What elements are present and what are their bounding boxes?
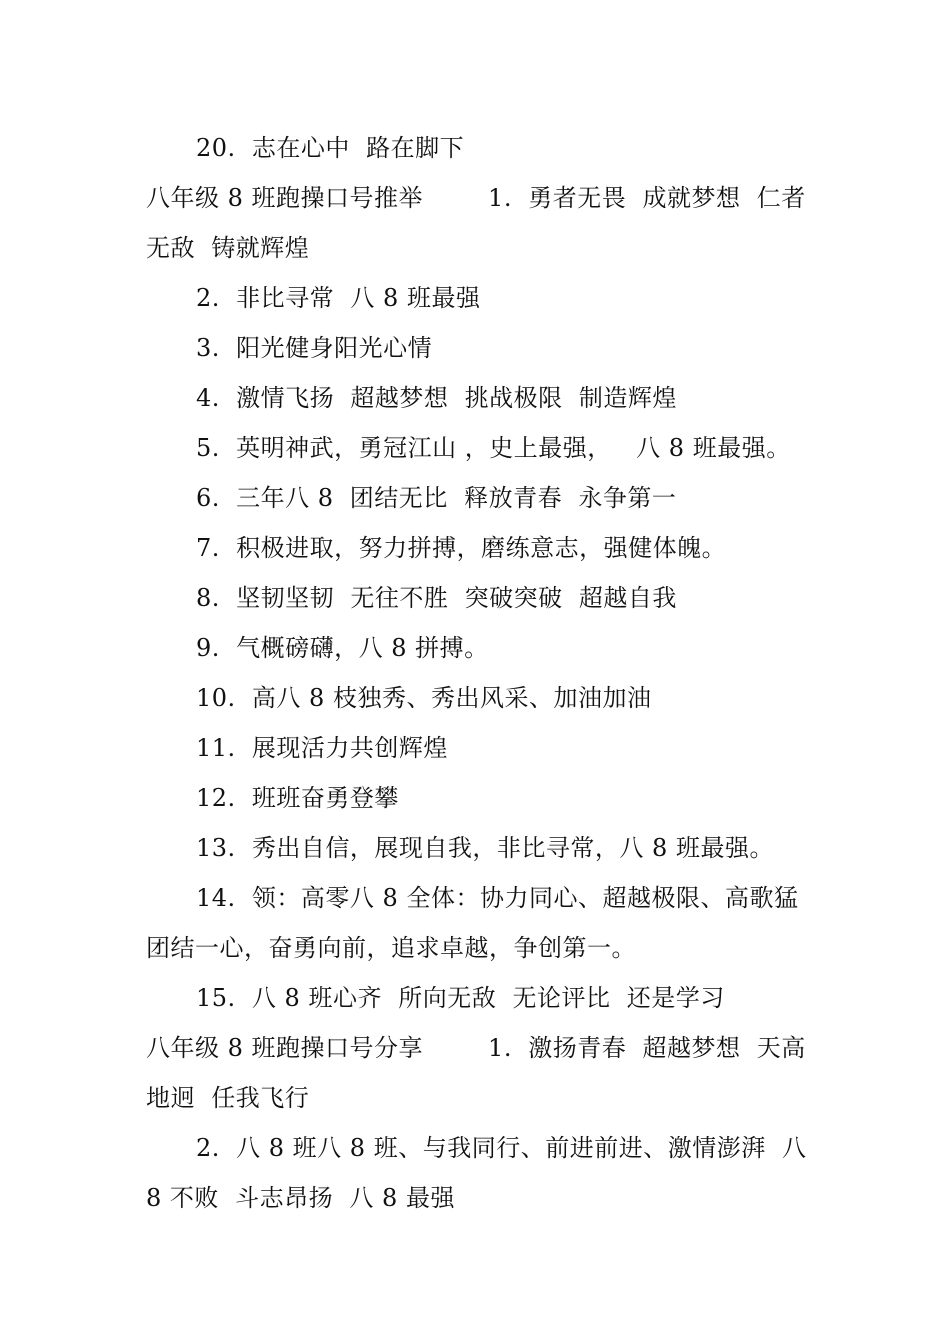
share-line-2: 2. 八 8 班八 8 班、与我同行、前进前进、激情澎湃 八 — [196, 1134, 807, 1162]
slogan-line-10: 10. 高八 8 枝独秀、秀出风采、加油加油 — [196, 684, 652, 712]
slogan-line-6: 6. 三年八 8 团结无比 释放青春 永争第一 — [196, 484, 677, 512]
slogan-line-20: 20. 志在心中 路在脚下 — [196, 134, 465, 162]
slogan-line-3: 3. 阳光健身阳光心情 — [196, 334, 433, 362]
slogan-line-8: 8. 坚韧坚韧 无往不胜 突破突破 超越自我 — [196, 584, 677, 612]
slogan-line-11: 11. 展现活力共创辉煌 — [196, 734, 448, 762]
section-heading-recommend: 八年级 8 班跑操口号推举 1. 勇者无畏 成就梦想 仁者 — [146, 184, 806, 212]
slogan-line-1-cont: 无敌 铸就辉煌 — [146, 234, 310, 262]
slogan-line-7: 7. 积极进取，努力拼搏，磨练意志，强健体魄。 — [196, 534, 727, 562]
slogan-line-12: 12. 班班奋勇登攀 — [196, 784, 399, 812]
slogan-line-5: 5. 英明神武，勇冠江山 ，史上最强， 八 8 班最强。 — [196, 434, 791, 462]
slogan-line-2: 2. 非比寻常 八 8 班最强 — [196, 284, 481, 312]
slogan-line-9: 9. 气概磅礴，八 8 拼搏。 — [196, 634, 489, 662]
share-line-1-cont: 地迥 任我飞行 — [146, 1084, 310, 1112]
slogan-line-15: 15. 八 8 班心齐 所向无敌 无论评比 还是学习 — [196, 984, 725, 1012]
share-line-2-cont: 8 不败 斗志昂扬 八 8 最强 — [146, 1184, 455, 1212]
slogan-line-13: 13. 秀出自信，展现自我，非比寻常，八 8 班最强。 — [196, 834, 774, 862]
section-heading-share: 八年级 8 班跑操口号分享 1. 激扬青春 超越梦想 天高 — [146, 1034, 806, 1062]
slogan-line-14: 14. 领：高零八 8 全体：协力同心、超越极限、高歌猛 — [196, 884, 799, 912]
slogan-line-14-cont: 团结一心，奋勇向前，追求卓越，争创第一。 — [146, 934, 636, 962]
slogan-line-4: 4. 激情飞扬 超越梦想 挑战极限 制造辉煌 — [196, 384, 677, 412]
